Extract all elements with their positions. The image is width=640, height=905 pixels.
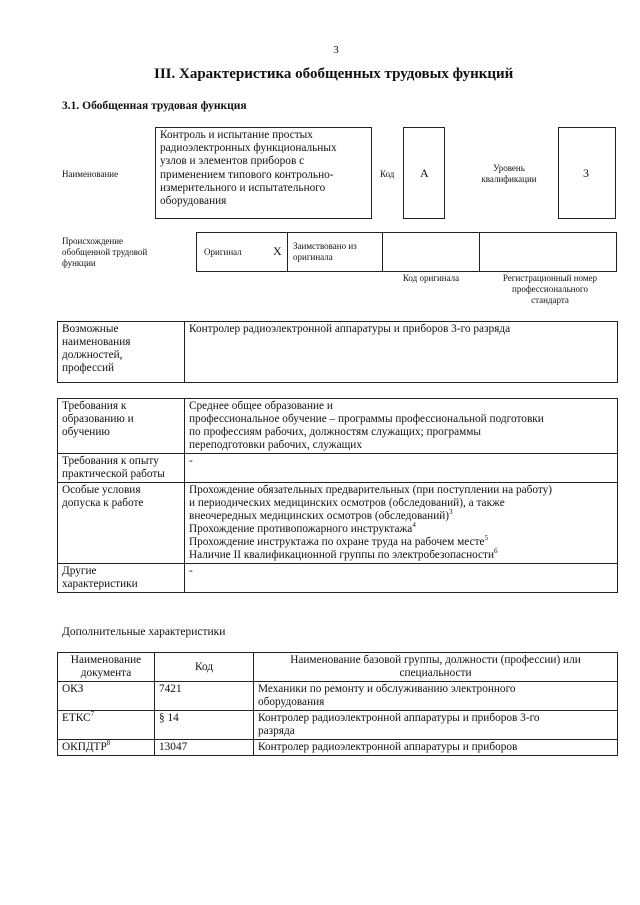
reg-number-label-line: Регистрационный номер	[502, 273, 598, 283]
borrowed-label-line: Заимствовано из	[293, 241, 357, 251]
additional-doc: ЕТКС$^7$	[58, 711, 155, 740]
requirement-label-line: Требования к	[62, 400, 127, 412]
function-name-line: Контроль и испытание простых	[160, 129, 313, 141]
requirement-value-line: профессиональное обучение – программы профессиональной подготовки	[189, 413, 544, 425]
footnote-ref: 3	[449, 508, 453, 517]
origin-divider	[287, 232, 288, 272]
additional-row	[58, 682, 618, 711]
function-name-line: измерительного и испытательного	[160, 181, 326, 194]
function-name-line: оборудования	[160, 195, 227, 208]
reg-number-label	[482, 273, 618, 306]
footnote-ref: 7	[90, 710, 95, 719]
page-number: 3	[333, 44, 339, 56]
origin-label	[62, 236, 147, 269]
requirement-value-line: Прохождение обязательных предварительных (при поступлении на работу)	[189, 484, 553, 496]
header-doc-line: документа	[80, 667, 132, 679]
requirement-row	[58, 483, 618, 564]
additional-code: 7421	[155, 682, 254, 711]
borrowed-label-line: оригинала	[293, 252, 333, 262]
additional-name	[254, 682, 618, 711]
additional-table	[57, 652, 618, 756]
level-label-line: квалификации	[481, 174, 537, 184]
additional-name	[254, 711, 618, 740]
reg-number-label-line: стандарта	[531, 295, 569, 305]
original-label: Оригинал	[204, 247, 242, 257]
positions-table	[57, 321, 618, 383]
requirement-value	[185, 564, 618, 593]
function-name	[160, 129, 370, 208]
requirement-label-line: Особые условия	[62, 484, 141, 496]
function-name-line: узлов и элементов приборов с	[160, 155, 305, 168]
additional-code: § 14	[155, 711, 254, 740]
requirement-value	[185, 483, 618, 564]
requirement-row	[58, 454, 618, 483]
origin-divider	[382, 232, 383, 272]
additional-code: 13047	[155, 740, 254, 756]
positions-value: Контролер радиоэлектронной аппаратуры и приборов 3-го разряда	[185, 322, 618, 383]
additional-row	[58, 740, 618, 756]
requirement-label-line: характеристики	[62, 578, 138, 590]
additional-name-line: разряда	[258, 725, 295, 737]
code-value: А	[420, 166, 429, 180]
function-name-line: применением типового контрольно-	[160, 168, 334, 181]
level-value: 3	[583, 166, 589, 180]
requirement-value-line: -	[189, 455, 193, 467]
header-doc-line: Наименование	[70, 654, 142, 666]
requirement-label-line: практической работы	[62, 468, 165, 480]
additional-name-line: Контролер радиоэлектронной аппаратуры и приборов 3-го	[258, 712, 540, 724]
footnote-ref: 6	[494, 547, 498, 556]
origin-divider	[479, 232, 480, 272]
origin-label-line: Происхождение	[62, 236, 124, 246]
additional-row	[58, 711, 618, 740]
additional-name-line: Контролер радиоэлектронной аппаратуры и приборов	[258, 741, 518, 753]
additional-header-row	[58, 653, 618, 682]
footnote-ref: 4	[412, 521, 416, 530]
code-label: Код	[380, 169, 395, 179]
borrowed-label	[293, 241, 357, 263]
level-label	[462, 163, 556, 185]
section-title: III. Характеристика обобщенных трудовых функций	[154, 66, 514, 82]
reg-number-label-line: профессионального	[512, 284, 588, 294]
additional-title: Дополнительные характеристики	[62, 626, 226, 638]
origin-label-line: обобщенной трудовой	[62, 247, 148, 257]
header-name-line: специальности	[399, 667, 472, 679]
positions-label-line: должностей,	[62, 349, 123, 361]
requirement-value-line: -	[189, 565, 193, 577]
requirement-label-line: Требования к опыту	[62, 455, 159, 467]
requirement-label-line: Другие	[62, 565, 97, 577]
origin-label-line: функции	[62, 258, 96, 268]
requirement-value-line: Наличие II квалификационной группы по электробезопасности$^6$	[189, 547, 498, 561]
requirement-value-line: переподготовки рабочих, служащих	[189, 439, 362, 451]
requirement-label	[58, 399, 185, 454]
header-name-line: Наименование базовой группы, должности (профессии) или	[290, 654, 581, 666]
positions-label	[58, 322, 185, 383]
requirement-label-line: допуска к работе	[62, 497, 144, 509]
additional-name-line: оборудования	[258, 696, 325, 708]
subsection-title: 3.1. Обобщенная трудовая функция	[62, 100, 247, 112]
additional-name-line: Механики по ремонту и обслуживанию электронного	[258, 683, 516, 695]
positions-label-line: профессий	[62, 362, 115, 374]
requirement-label	[58, 454, 185, 483]
footnote-ref: 8	[106, 739, 111, 748]
requirement-row	[58, 564, 618, 593]
requirement-label-line: образованию и	[62, 413, 134, 425]
requirement-value-line: по профессиям рабочих, должностям служащих; программы	[189, 426, 481, 438]
requirement-label-line: обучению	[62, 426, 110, 438]
function-name-line: радиоэлектронных функциональных	[160, 142, 337, 155]
positions-row	[58, 322, 618, 383]
header-code: Код	[155, 653, 254, 682]
name-label: Наименование	[62, 169, 119, 179]
requirement-row	[58, 399, 618, 454]
requirement-label	[58, 483, 185, 564]
origin-box	[196, 232, 617, 272]
requirement-value-line: внеочередных медицинских осмотров (обследований)$^3$	[189, 508, 453, 522]
code-original-label: Код оригинала	[402, 273, 460, 283]
requirement-value-line: Прохождение противопожарного инструктажа$^4$	[189, 521, 416, 535]
header-name	[254, 653, 618, 682]
requirement-value-line: Среднее общее образование и	[189, 400, 333, 412]
level-label-line: Уровень	[493, 163, 525, 173]
additional-name	[254, 740, 618, 756]
requirement-value	[185, 454, 618, 483]
additional-doc: ОКПДТР$^8$	[58, 740, 155, 756]
requirement-label	[58, 564, 185, 593]
header-doc	[58, 653, 155, 682]
positions-label-line: наименования	[62, 336, 131, 348]
requirement-value	[185, 399, 618, 454]
requirement-value-line: и периодических медицинских осмотров (обследований), а также	[189, 497, 505, 509]
requirement-value-line: Прохождение инструктажа по охране труда на рабочем месте$^5$	[189, 534, 489, 548]
requirements-table	[57, 398, 618, 593]
positions-label-line: Возможные	[62, 323, 119, 335]
additional-doc: ОКЗ	[58, 682, 155, 711]
original-mark: X	[273, 244, 282, 258]
footnote-ref: 5	[484, 534, 489, 543]
